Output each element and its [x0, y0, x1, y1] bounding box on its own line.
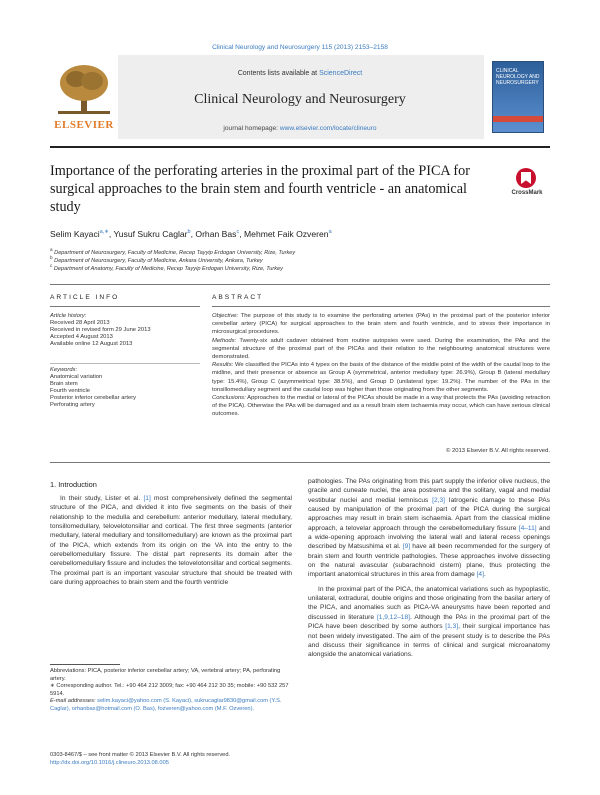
affiliation: $^c$ Department of Anatomy, Faculty of Medicine, Recep Tayyip Erdogan University, Rize, Turkey	[50, 263, 283, 272]
contents-prefix: Contents lists available at	[237, 70, 320, 77]
keyword: Anatomical variation	[50, 374, 103, 380]
keyword: Perforating artery	[50, 402, 95, 408]
footnote-rule	[50, 664, 120, 665]
author-affiliation-mark[interactable]: c	[236, 229, 240, 236]
crossmark-icon	[516, 168, 536, 188]
reference-link[interactable]: [4–11]	[518, 524, 537, 532]
cover-stripe	[493, 116, 543, 122]
reference-link[interactable]: [1,3]	[445, 623, 459, 631]
article-info-heading: ARTICLE INFO	[50, 294, 120, 301]
history-item: Received 28 April 2013	[50, 320, 110, 326]
abstract-body	[212, 312, 550, 419]
author-affiliation-mark[interactable]: a,∗	[99, 229, 109, 236]
author-affiliation-mark[interactable]: b	[187, 229, 191, 236]
abbreviations-note: Abbreviations: PICA, posterior inferior cerebellar artery; VA, vertebral artery; PA, perforating artery.	[50, 668, 281, 682]
journal-homepage	[118, 125, 482, 132]
homepage-label: journal homepage:	[223, 125, 280, 132]
publisher-name: ELSEVIER	[54, 119, 114, 131]
crossmark-badge[interactable]	[504, 168, 550, 208]
journal-cover[interactable]	[484, 55, 550, 139]
email-note: E-mail addresses: selim.kayaci@yahoo.com (S. Kayaci), sukrucaglar9830@gmail.com (Y.S. Caglar), orhanbas@hotmail.com (O. Bas), fozveren@yahoo.com (M.F. Ozveren).	[50, 698, 282, 712]
issn-line: 0303-8467/$ – see front matter © 2013 Elsevier B.V. All rights reserved.	[50, 752, 231, 758]
intro-right-column	[308, 477, 550, 660]
cover-image	[492, 61, 544, 133]
keywords-label: Keywords:	[50, 367, 78, 373]
keyword: Fourth ventricle	[50, 388, 90, 394]
history-item: Received in revised form 29 June 2013	[50, 327, 151, 333]
history-label: Article history:	[50, 313, 87, 319]
divider	[50, 363, 200, 364]
abstract-conclusions: Conclusions: Approaches to the medial or lateral of the PICAs should be made in a way that protects the PAs (avoiding retraction of the PICA). Otherwise the PAs will be damaged and as a result brain stem ischaemia may occur, which can have serious clinical outcomes.	[212, 395, 550, 418]
article-title: Importance of the perforating arteries in the proximal part of the PICA for surgical approaches to the brain stem and fourth ventricle - an anatomical study	[50, 163, 470, 215]
history-item: Available online 12 August 2013	[50, 341, 133, 347]
abstract-objective: Objective: The purpose of this study is to examine the perforating arteries (PAs) in the proximal part of the posterior inferior cerebellar artery (PICA) for surgical approaches to the brain stem and fourth ventricle, and to stress their importance in microsurgical procedures.	[212, 313, 550, 336]
intro-paragraph: In the proximal part of the PICA, the anatomical variations such as hypoplastic, unilateral, extradural, double origins and those originating from the basilar artery of the PICA, and anomalies such as PICA-VA aneurysms have been reported and discussed in literature [1,9,12–18]. Although the PAs in the proximal part of the PICA have been described by some authors [1,3], their surgical importance has not been widely investigated. The aim of the present study is to describe the PAs and discuss their significance in terms of clinical and surgical microanatomy alongside the anatomical variations.	[308, 585, 550, 659]
reference-link[interactable]: [4]	[476, 571, 484, 579]
email-links[interactable]: selim.kayaci@yahoo.com (S. Kayaci), sukrucaglar9830@gmail.com (Y.S. Caglar), orhanbas@hotmail.com (O. Bas), fozveren@yahoo.com (M.F. Ozveren).	[50, 698, 282, 712]
cover-title: CLINICAL NEUROLOGY AND NEUROSURGERY	[496, 68, 540, 86]
elsevier-tree-icon	[56, 61, 112, 115]
homepage-link[interactable]: www.elsevier.com/locate/clineuro	[279, 125, 377, 132]
reference-link[interactable]: [9]	[402, 543, 411, 551]
corresponding-author-note: ∗ Corresponding author. Tel.: +90 464 212 3009; fax: +90 464 212 30 35; mobile: +90 532 257 5914.	[50, 683, 289, 697]
reference-link[interactable]: [1,9,12–18]	[376, 613, 410, 621]
contents-line	[118, 70, 482, 77]
header-rule	[50, 146, 550, 148]
keyword: Posterior inferior cerebellar artery	[50, 395, 137, 401]
author-affiliation-mark[interactable]: a	[328, 229, 332, 236]
affiliation: $^a$ Department of Neurosurgery, Faculty of Medicine, Recep Tayyip Erdogan University, Rize, Turkey	[50, 247, 296, 256]
elsevier-logo[interactable]	[50, 55, 118, 139]
divider	[50, 462, 550, 463]
intro-paragraph: In their study, Lister et al. [1] most comprehensively defined the segmental structure of the PICA, and divided it into five segments on the basis of their relationship to the medulla and cerebellum: anterior medullary, lateral medullary, tonsillomedullary, telovelotonsillar and cortical. The first three segments (anterior medullary, lateral medullary and tonsillomedullary) are known as the proximal part of the PICA, which extends from its origin on the VA into the entry to the cerebellomedullary fissure. The distal part represents its domain after the cerebellomedullary fissure and includes the telovelotonsillar and cortical segments. The proximal part is an important vascular structure that should be treated with care during approaches to brain stem and the fourth ventricle	[50, 495, 292, 587]
author-name[interactable]: Mehmet Faik Ozveren	[244, 229, 329, 239]
author-name[interactable]: Selim Kayaci	[50, 229, 100, 239]
crossmark-label: CrossMark	[511, 190, 543, 196]
abstract-results: Results: We classified the PICAs into 4 types on the basis of the distance of the middle point of the width of the caudal loop to the midline, and their presence or absence as Group A (symmetrical, anterior medullary type: 26.9%), Group B (lateral medullary type: 15.4%), Group C (asymmetrical type: 38.5%), and Group D (unilateral type: 19.2%). The number of the PAs in the tonsillomedullary segment and the caudal loop was higher than those originating from the other segments.	[212, 362, 551, 393]
intro-left-column	[50, 494, 292, 587]
author-name[interactable]: Yusuf Sukru Caglar	[113, 229, 188, 239]
abstract-heading: ABSTRACT	[212, 294, 264, 301]
doi-link[interactable]: http://dx.doi.org/10.1016/j.clineuro.2013.08.005	[50, 759, 169, 766]
keyword: Brain stem	[50, 381, 78, 387]
affiliation: $^b$ Department of Neurosurgery, Faculty of Medicine, Ankara University, Ankara, Turkey	[50, 255, 263, 264]
divider	[50, 306, 200, 307]
publication-meta	[50, 752, 292, 767]
author-list: Selim Kayaci$^{a,∗}$, Yusuf Sukru Caglar$^b$, Orhan Bas$^c$, Mehmet Faik Ozveren$^a$	[50, 229, 332, 239]
footnotes	[50, 668, 292, 713]
journal-citation[interactable]: Clinical Neurology and Neurosurgery 115 (2013) 2153–2158	[212, 44, 388, 51]
history-item: Accepted 4 August 2013	[50, 334, 113, 340]
reference-link[interactable]: [1]	[143, 495, 151, 502]
journal-title: Clinical Neurology and Neurosurgery	[194, 92, 406, 107]
divider	[212, 306, 550, 307]
sciencedirect-link[interactable]: ScienceDirect	[319, 70, 363, 77]
reference-link[interactable]: [2,3]	[432, 496, 445, 504]
abstract-methods: Methods: Twenty-six adult cadaver obtained from routine autopsies were used. During the examination, the PAs and the segmental structure of the proximal part of the PICAs and their relation to the neighbouring anatomical structures were demonstrated.	[212, 337, 551, 361]
intro-paragraph: pathologies. The PAs originating from this part supply the inferior olive nucleus, the gracile and cuneate nuclei, the area postrema and the solitary, vagal and medial vestibular nuclei and medial lemniscus [2,3] Iatrogenic damage to these PAs caused by manipulation of the proximal part of the PICA during the surgical approaches may result in brain stem ischaemia. Apart from the classical midline approach, a telovelar approach through the cerebellomedullary fissure [4–11] and a wide-opening approach involving the lateral wall and lateral recess openings described by Matsushima et al. [9] have all been recommended for the surgery of brain stem and fourth ventricle pathologies. These approaches involve dissecting on the natural avascular (subarachnoid cistern) plane, thus protecting the important anatomical structures in this area from damage [4].	[308, 478, 550, 579]
section-heading: 1. Introduction	[50, 480, 97, 489]
divider	[50, 284, 550, 285]
copyright-notice: © 2013 Elsevier B.V. All rights reserved.	[446, 448, 550, 454]
author-name[interactable]: Orhan Bas	[195, 229, 237, 239]
